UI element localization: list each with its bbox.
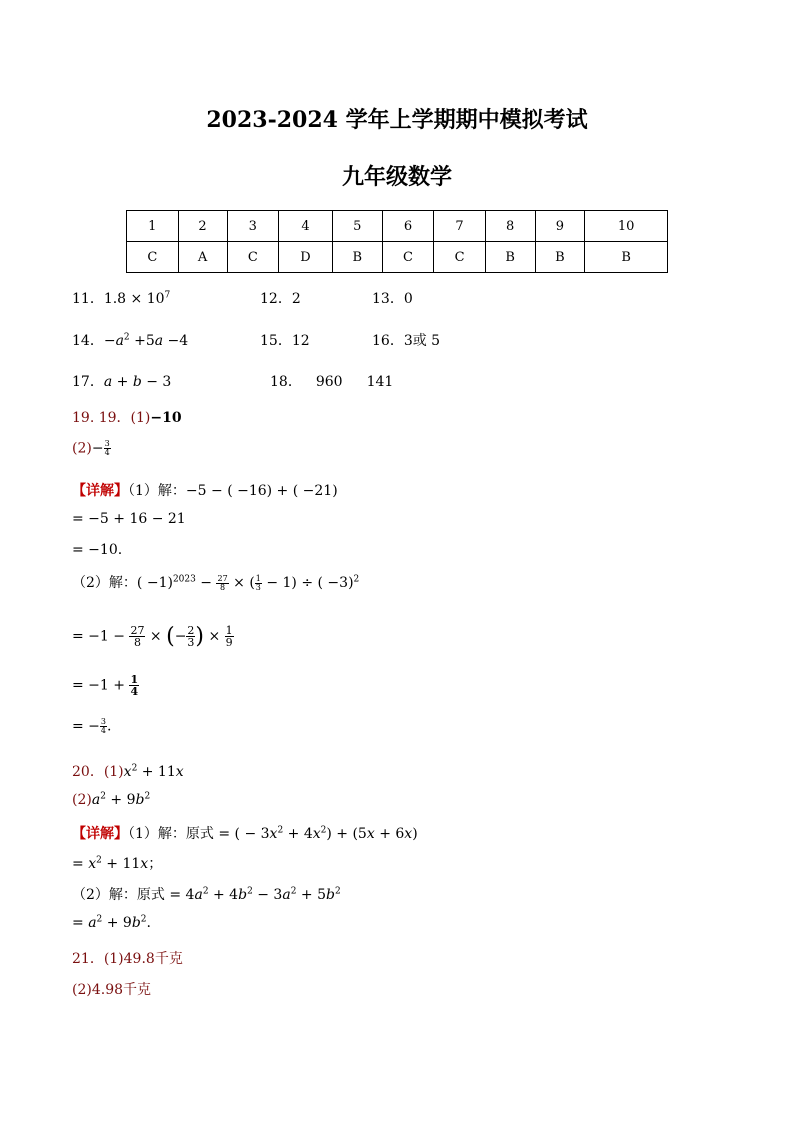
answer-q17: 17．a + b − 3 [72,374,172,390]
table-cell: 8 [485,211,535,242]
page-subtitle: 九年级数学 [341,164,452,190]
q19-solution-1: 【详解】（1）解：−5 − ( −16) + ( −21) [72,483,338,499]
q19-step: = −10. [72,542,123,558]
table-cell: C [434,242,486,273]
table-cell: C [127,242,179,273]
q19-step: = −1 + $\frac{1}{4}$ [72,673,139,698]
q19-answer-1: 19. 19．(1)−10 [72,410,182,426]
table-cell: D [279,242,333,273]
table-cell: B [535,242,585,273]
table-cell: 4 [279,211,333,242]
table-cell: 7 [434,211,486,242]
answer-q11: 11．$1.8 \times 10^7$ [72,290,171,307]
table-cell: 1 [127,211,179,242]
table-cell: B [585,242,668,273]
answer-q15: 15．12 [260,333,310,349]
answer-table [126,210,668,273]
q19-step: = −5 + 16 − 21 [72,511,186,527]
q19-step: = − $\frac{3}{4}$ . [72,717,112,735]
table-cell: 9 [535,211,585,242]
q20-solution-2: （2）解：原式 = $4a^2 + 4b^2 - 3a^2 + 5b^2$ [72,886,341,903]
table-cell: 2 [178,211,227,242]
q20-step: = $a^2 + 9b^2$. [72,914,151,931]
q20-answer-1: 20．$(1)x^2 + 11x$ [72,763,184,780]
table-cell: 10 [585,211,668,242]
table-cell: A [178,242,227,273]
page-title: 2023-2024 学年上学期期中模拟考试 [206,107,588,133]
answer-q12: 12．2 [260,291,301,307]
table-row-answers [127,242,668,273]
table-cell: C [227,242,279,273]
table-cell: C [382,242,434,273]
q20-answer-2: $(2)a^2 + 9b^2$ [72,791,151,808]
answer-q13: 13．0 [372,291,413,307]
answer-q14: 14．$-a^2 +5a -4$ [72,332,189,349]
q20-step: = $x^2 + 11x$； [72,855,163,872]
q21-answer-1: 21．(1)49.8千克 [72,951,183,967]
q19-answer-2: (2)− $\frac{3}{4}$ [72,439,110,457]
q21-answer-2: (2)4.98千克 [72,982,152,998]
q19-solution-2: （2）解：( −1)$^{2023}$ − $\frac{27}{8}$ × ( $\frac{1}{3}$ − 1) ÷ ( −3)$^2$ [72,573,360,592]
table-cell: 6 [382,211,434,242]
q20-solution-1: 【详解】（1）解：原式 = ( − $3x^2 + 4x^2) + (5x + 6x)$ [72,825,418,842]
table-cell: B [332,242,382,273]
q19-step: = −1 − $\frac{27}{8}$ × (− $\frac{2}{3}$ ) × $\frac{1}{9}$ [72,624,233,649]
table-cell: 5 [332,211,382,242]
table-cell: B [485,242,535,273]
answer-q16: 16．3或 5 [372,333,441,349]
table-row-numbers [127,211,668,242]
table-cell: 3 [227,211,279,242]
answer-q18: 18． 960 141 [270,374,394,390]
